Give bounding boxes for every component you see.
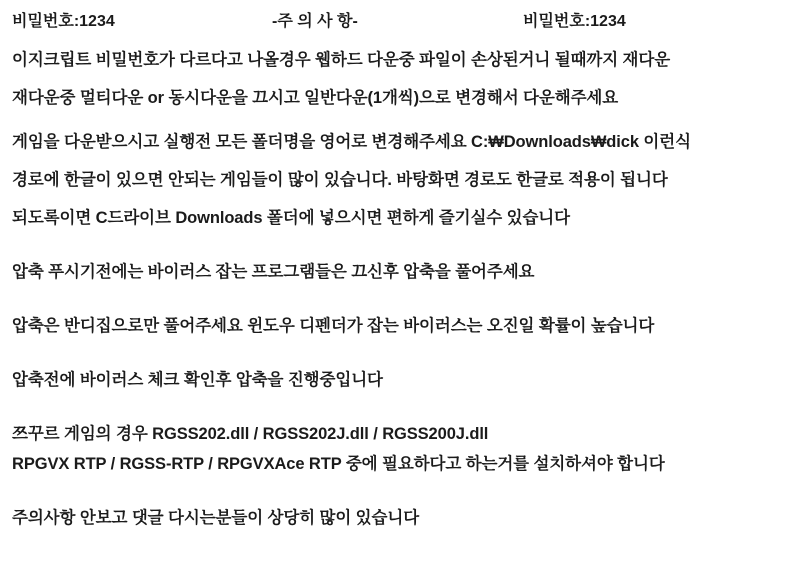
document-header <box>0 6 800 34</box>
notice-line: 주의사항 안보고 댓글 다시는분들이 상당히 많이 있습니다 <box>12 509 420 527</box>
notice-line: 쯔꾸르 게임의 경우 RGSS202.dll / RGSS202J.dll / RGSS200J.dll <box>12 425 489 443</box>
spacer <box>12 474 792 498</box>
spacer <box>12 414 792 424</box>
notice-line: 이지크립트 비밀번호가 다르다고 나올경우 웹하드 다운중 파일이 손상된거니 될때까지 재다운 <box>12 51 671 69</box>
notice-line: 압축은 반디집으로만 풀어주세요 윈도우 디펜더가 잡는 바이러스는 오진일 확률이 높습니다 <box>12 317 655 335</box>
spacer <box>12 360 792 370</box>
notice-line: 되도록이면 C드라이브 Downloads 폴더에 넣으시면 편하게 즐기실수 있습니다 <box>12 209 570 227</box>
spacer <box>12 252 792 262</box>
spacer <box>12 152 792 170</box>
notice-line: 재다운중 멀티다운 or 동시다운을 끄시고 일반다운(1개씩)으로 변경해서 다운해주세요 <box>12 89 619 107</box>
spacer <box>12 190 792 208</box>
spacer <box>12 70 792 88</box>
password-left-label: 비밀번호:1234 <box>12 13 115 30</box>
spacer <box>12 306 792 316</box>
notice-line: 압축전에 바이러스 체크 확인후 압축을 진행중입니다 <box>12 371 383 389</box>
password-right-label: 비밀번호:1234 <box>523 13 626 30</box>
notice-body <box>12 50 792 528</box>
spacer <box>12 336 792 360</box>
notice-line: 압축 푸시기전에는 바이러스 잡는 프로그램들은 끄신후 압축을 풀어주세요 <box>12 263 535 281</box>
notice-line: 게임을 다운받으시고 실행전 모든 폴더명을 영어로 변경해주세요 C:₩Downloads₩dick 이런식 <box>12 133 691 151</box>
spacer <box>12 498 792 508</box>
caution-title: -주 의 사 항- <box>272 13 358 30</box>
spacer <box>12 228 792 252</box>
notice-line: RPGVX RTP / RGSS-RTP / RPGVXAce RTP 중에 필요하다고 하는거를 설치하셔야 합니다 <box>12 455 665 473</box>
spacer <box>12 444 792 454</box>
spacer <box>12 282 792 306</box>
notice-line: 경로에 한글이 있으면 안되는 게임들이 많이 있습니다. 바탕화면 경로도 한글로 적용이 됩니다 <box>12 171 668 189</box>
spacer <box>12 390 792 414</box>
spacer <box>12 108 792 132</box>
